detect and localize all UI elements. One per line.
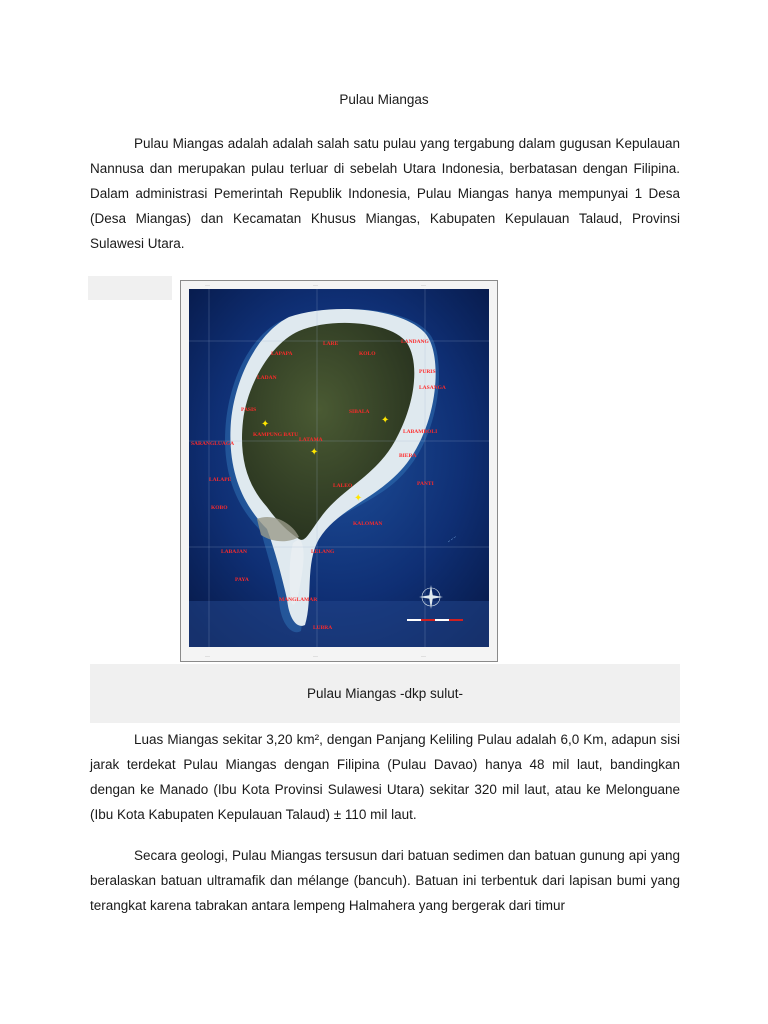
map-label: MANGLAMAR [279, 597, 318, 603]
map-label: KAMPUNG BATU [253, 432, 299, 438]
scale-bar [407, 619, 463, 621]
star-icon: ✦ [261, 419, 270, 430]
star-icon: ✦ [381, 415, 390, 426]
svg-text:∙∙∙∙∙: ∙∙∙∙∙ [205, 283, 210, 287]
page-title: Pulau Miangas [339, 92, 429, 107]
island-map [181, 281, 497, 661]
map-label: LUBRA [313, 625, 333, 631]
svg-text:∙∙∙∙∙: ∙∙∙∙∙ [205, 654, 210, 658]
svg-text:∙∙∙∙∙: ∙∙∙∙∙ [313, 283, 318, 287]
map-label: LANDANG [401, 339, 429, 345]
svg-text:~ ~ ~: ~ ~ ~ [446, 534, 458, 544]
map-label: LELANG [311, 549, 335, 555]
map-label: PAYA [235, 577, 249, 583]
map-figure [180, 280, 498, 662]
map-label: LASANGA [419, 385, 446, 391]
map-label: SARANGLUAGA [191, 441, 235, 447]
map-label: PANTI [417, 481, 434, 487]
figure-caption: Pulau Miangas -dkp sulut- [90, 664, 680, 723]
map-label: LABAJAN [221, 549, 247, 555]
map-label: KOLO [359, 351, 376, 357]
map-label: LATAMA [299, 437, 323, 443]
map-label: KALOMAN [353, 521, 383, 527]
map-label: LALAPE [209, 477, 232, 483]
paragraph-area: Luas Miangas sekitar 3,20 km², dengan Panjang Keliling Pulau adalah 6,0 Km, adapun sisi jarak terdekat Pulau Miangas dengan Filipina (Pulau Davao) hanya 48 mil laut, bandingkan dengan ke Manado (Ibu Kota Provinsi Sulawesi Utara) sekitar 320 mil laut, atau ke Melonguane (Ibu Kota Kabupaten Kepulauan Talaud) ± 110 mil laut. [90, 732, 680, 822]
map-label: PURIS [419, 369, 436, 375]
svg-text:∙∙∙∙∙: ∙∙∙∙∙ [313, 654, 318, 658]
svg-text:∙∙∙∙∙: ∙∙∙∙∙ [421, 283, 426, 287]
map-label: PASIS [241, 407, 257, 413]
star-icon: ✦ [310, 447, 319, 458]
star-icon: ✦ [354, 493, 363, 504]
svg-text:∙∙∙∙∙: ∙∙∙∙∙ [421, 654, 426, 658]
map-label: LARE [323, 341, 339, 347]
map-label: LALEO [333, 483, 353, 489]
map-label: BIERA [399, 453, 417, 459]
paragraph-geology: Secara geologi, Pulau Miangas tersusun dari batuan sedimen dan batuan gunung api yang beralaskan batuan ultramafik dan mélange (bancuh). Batuan ini terbentuk dari lapisan bumi yang terangkat karena tabrakan antara lempeng Halmahera yang bergerak dari timur [90, 848, 680, 913]
map-label: LAPAPA [271, 351, 293, 357]
map-label: SIBALA [349, 409, 370, 415]
map-label: KOBO [211, 505, 228, 511]
map-label: LABAMBOLI [403, 429, 438, 435]
map-label: LADAN [257, 375, 277, 381]
paragraph-intro: Pulau Miangas adalah adalah salah satu pulau yang tergabung dalam gugusan Kepulauan Nannusa dan merupakan pulau terluar di sebelah Utara Indonesia, berbatasan dengan Filipina. Dalam administrasi Pemerintah Republik Indonesia, Pulau Miangas hanya mempunyai 1 Desa (Desa Miangas) dan Kecamatan Khusus Miangas, Kabupaten Kepulauan Talaud, Provinsi Sulawesi Utara. [90, 136, 680, 251]
gray-shade-block [88, 276, 172, 300]
